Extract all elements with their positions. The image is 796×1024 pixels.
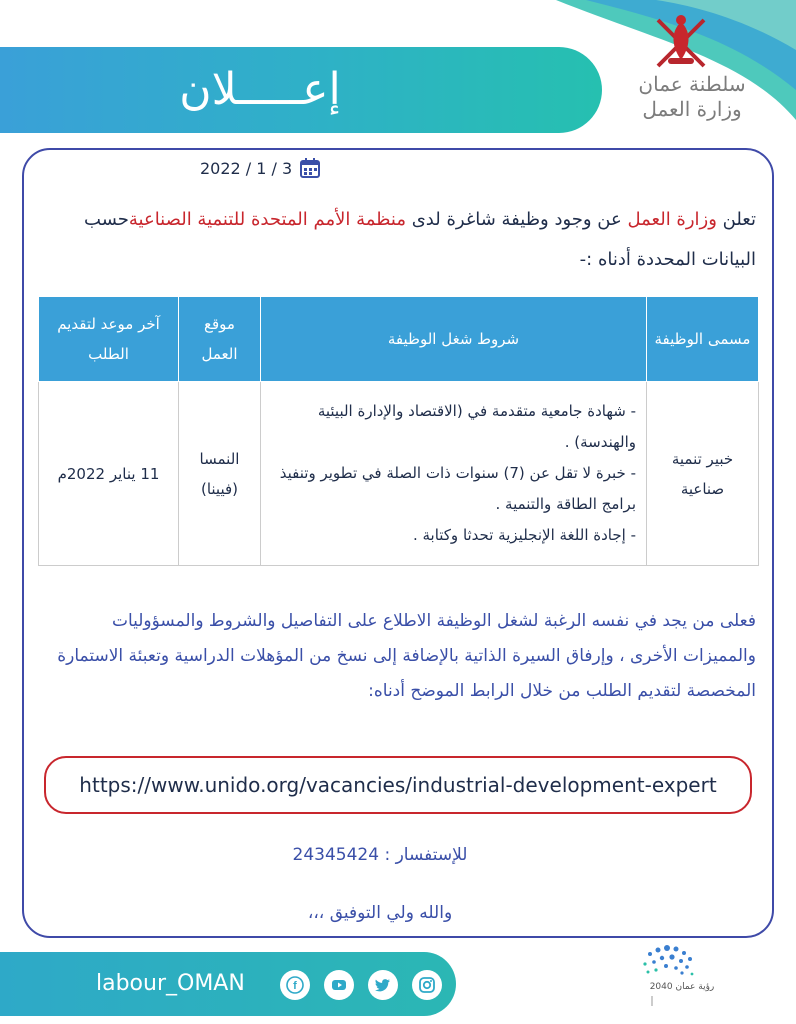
header-job-title: مسمى الوظيفة xyxy=(647,297,759,382)
twitter-icon[interactable] xyxy=(368,970,398,1000)
facebook-icon[interactable] xyxy=(280,970,310,1000)
requirement-1: - شهادة جامعية متقدمة في (الاقتصاد والإدارة البيئية والهندسة) . xyxy=(317,402,636,451)
cell-location: النمسا (فيينا) xyxy=(179,382,261,566)
intro-org-unido: منظمة الأمم المتحدة للتنمية الصناعية xyxy=(128,209,406,230)
header-deadline: آخر موعد لتقديم الطلب xyxy=(39,297,179,382)
ministry-line-1: سلطنة عمان xyxy=(638,72,746,96)
intro-paragraph xyxy=(40,200,756,280)
announcement-title: إعـــــلان xyxy=(179,64,341,115)
application-instructions: فعلى من يجد في نفسه الرغبة لشغل الوظيفة الاطلاع على التفاصيل والشروط والمسؤوليات والمميزات الأخرى ، وإرفاق السيرة الذاتية بالإضافة إلى نسخ من المؤهلات الدراسية وتعبئة الاستمارة المخصصة لتقديم الطلب من خلال الرابط الموضح أدناه: xyxy=(57,611,756,701)
instagram-icon[interactable] xyxy=(412,970,442,1000)
header-location: موقع العمل xyxy=(179,297,261,382)
job-table xyxy=(38,296,759,566)
table-row xyxy=(39,382,759,566)
application-link[interactable]: https://www.unido.org/vacancies/industrial-development-expert xyxy=(44,756,752,814)
intro-org-ministry: وزارة العمل xyxy=(627,209,717,230)
oman-vision-2040-logo xyxy=(590,940,770,1010)
cell-requirements xyxy=(261,382,647,566)
date-row xyxy=(200,154,330,182)
cell-deadline: 11 يناير 2022م xyxy=(39,382,179,566)
inquiry-phone: للإستفسار : 24345424 xyxy=(292,845,468,865)
ministry-line-2: وزارة العمل xyxy=(642,97,742,121)
cell-job-title: خبير تنمية صناعية xyxy=(647,382,759,566)
ministry-logo-text xyxy=(622,72,762,122)
header-requirements: شروط شغل الوظيفة xyxy=(261,297,647,382)
intro-part-1: تعلن xyxy=(716,209,756,230)
closing-text: والله ولي التوفيق ،،، xyxy=(307,903,453,923)
intro-part-2: عن وجود وظيفة شاغرة لدى xyxy=(406,209,628,230)
requirement-3: - إجادة اللغة الإنجليزية تحدثا وكتابة . xyxy=(412,526,636,544)
svg-text:f: f xyxy=(293,980,297,992)
social-handle[interactable]: labour_OMAN xyxy=(96,971,245,996)
intro-part-3: حسب البيانات المحددة أدناه :- xyxy=(84,209,756,270)
requirement-2: - خبرة لا تقل عن (7) سنوات ذات الصلة في تطوير وتنفيذ برامج الطاقة والتنمية . xyxy=(279,464,636,513)
vision-2040-label: رؤية عمان 2040 xyxy=(649,982,715,992)
youtube-icon[interactable] xyxy=(324,970,354,1000)
calendar-icon xyxy=(300,158,320,178)
date-text: 2022 / 1 / 3 xyxy=(200,158,293,178)
table-header-row xyxy=(39,297,759,382)
oman-emblem-icon xyxy=(646,8,716,78)
